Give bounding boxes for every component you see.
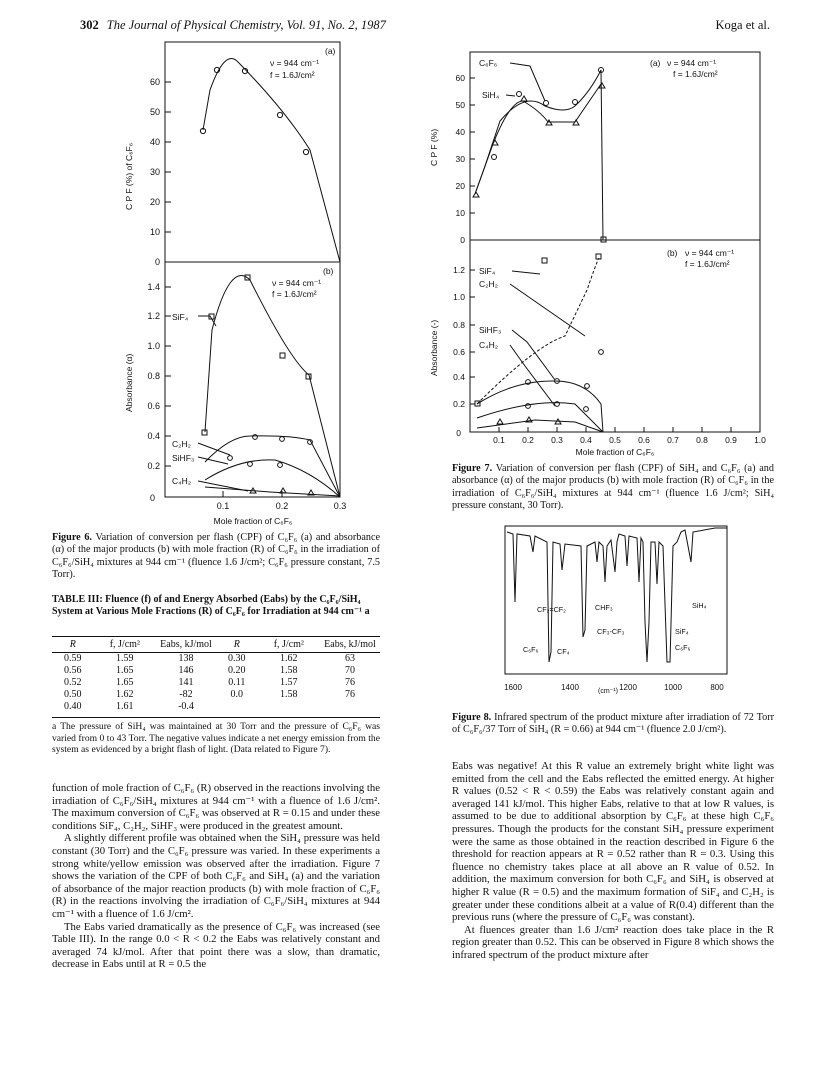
fig8-label-chf3: CHF₃ bbox=[595, 603, 613, 612]
table3-cell: 1.58 bbox=[280, 689, 298, 700]
fig7-b-ticks bbox=[470, 270, 731, 432]
fig7-b-fluence: f = 1.6J/cm² bbox=[685, 259, 730, 269]
fig6-b-ytick-1.4: 1.4 bbox=[147, 282, 160, 292]
fig8-xunit: (cm⁻¹) bbox=[597, 688, 619, 694]
figure7-caption-text: Variation of conversion per flash (CPF) of SiH₄ and C₆F₆ (a) and absorbance (α) of the major products (b) with mole fraction (R) of C₆F₆ in the irradiation of C₆F₆/SiH₄ mixtures at 944 cm⁻¹ (fluence 1.6 J/cm²; SiH₄ pressure constant, 30 Torr). bbox=[452, 463, 774, 512]
fig6-a-fluence: f = 1.6J/cm² bbox=[270, 70, 315, 80]
table3-cell bbox=[258, 701, 320, 713]
fig6-legend-sif4: SiF₄ bbox=[172, 312, 189, 322]
fig7-a-ytick-10: 10 bbox=[455, 208, 465, 218]
fig7-xtick: 0.8 bbox=[696, 435, 708, 445]
table3-cell: 0.59 bbox=[64, 653, 82, 664]
paragraph: The Eabs varied dramatically as the presence of C₆F₆ was increased (see Table III). In the range 0.0 < R < 0.2 the Eabs was relatively constant and averaged 74 kJ/mol. After that point there was a slow, than dramatic, decrease in Eabs until at R = 0.5 the bbox=[52, 920, 380, 971]
fig8-label-c6f6-right: C₆F₆ bbox=[675, 643, 691, 652]
fig7-xtick: 0.3 bbox=[551, 435, 563, 445]
fig7-b-label: (b) bbox=[667, 248, 678, 258]
fig7-b-nu: ν = 944 cm⁻¹ bbox=[685, 248, 735, 258]
table3-cell bbox=[216, 701, 258, 713]
table3-col-header: R bbox=[69, 639, 76, 650]
fig7-a-legend-arrows bbox=[506, 63, 545, 101]
table3-row bbox=[52, 677, 380, 689]
figure6-caption-label: Figure 6. bbox=[52, 532, 92, 543]
fig6-a-curve bbox=[203, 59, 340, 263]
table3-cell: 0.0 bbox=[230, 689, 244, 700]
fig8-label-cf2cf2: CF₂=CF₂ bbox=[537, 605, 566, 614]
fig6-legend-sihf3: SiHF₃ bbox=[172, 453, 195, 463]
fig6-legend-c2h2: C₂H₂ bbox=[172, 439, 191, 449]
table3-cell: 1.57 bbox=[280, 677, 298, 688]
fig8-spectrum-trace bbox=[507, 528, 727, 662]
fig7-b-ytick-0.2: 0.2 bbox=[453, 399, 465, 409]
fig7-b-c2h2-curve bbox=[477, 381, 603, 432]
table3-col-header: Eabs, kJ/mol bbox=[160, 639, 212, 650]
fig7-b-ylabel: Absorbance (-) bbox=[429, 319, 439, 376]
table3-col-header: f, J/cm² bbox=[109, 639, 140, 650]
table3-cell: -0.4 bbox=[178, 701, 194, 712]
fig8-xtick: 1000 bbox=[664, 683, 682, 692]
table3-cell: 1.58 bbox=[280, 665, 298, 676]
fig6-b-ytick-0: 0 bbox=[149, 493, 155, 503]
fig7-xtick: 0.6 bbox=[638, 435, 650, 445]
figure7-plot bbox=[415, 46, 775, 462]
table3-row bbox=[52, 701, 380, 713]
fig7-xlabel: Mole fraction of C₆F₆ bbox=[575, 447, 655, 457]
fig6-b-sif4-points bbox=[202, 275, 311, 435]
fig7-a-ytick-20: 20 bbox=[455, 181, 465, 191]
figure7-caption-label: Figure 7. bbox=[452, 463, 493, 474]
figure8-caption-text: Infrared spectrum of the product mixture after irradiation of 72 Torr of C₆F₆/37 Torr of SiH₄ (R = 0.66) at 944 cm⁻¹ (fluence 2.0 J/cm²). bbox=[452, 712, 774, 736]
fig7-legend-sihf3: SiHF₃ bbox=[479, 325, 502, 335]
fig6-xlabel: Mole fraction of C₆F₆ bbox=[213, 516, 293, 526]
journal-name: The Journal of Physical Chemistry, Vol. 91, No. 2, 1987 bbox=[106, 18, 386, 32]
fig7-a-ytick-0: 0 bbox=[460, 235, 465, 245]
table3-cell: 76 bbox=[345, 677, 355, 688]
table3-cell: 1.61 bbox=[116, 701, 134, 712]
fig6-a-ytick-50: 50 bbox=[149, 107, 160, 117]
table3-cell: 0.50 bbox=[64, 689, 82, 700]
fig7-legend-c4h2: C₄H₂ bbox=[479, 340, 499, 350]
table3-cell: 0.56 bbox=[64, 665, 82, 676]
fig6-b-ytick-0.8: 0.8 bbox=[147, 371, 160, 381]
table3-col-header: R bbox=[233, 639, 240, 650]
fig6-a-ytick-0: 0 bbox=[154, 257, 160, 267]
paragraph: A slightly different profile was obtained when the SiH₄ pressure was held constant (30 Torr) and the C₆F₆ pressure was varied. In these experiments a strong white/yellow emission was observed after the irradiation. Figure 7 shows the variation of the CPF of both C₆F₆ and SiH₄ (a) and the variation of absorbance of the major reaction products (b) with mole fraction of C₆F₆ (R) in the reactions involving the irradiation of C₆F₆/SiH₄ mixtures at 944 cm⁻¹ with a fluence of 1.6 J/cm². bbox=[52, 832, 380, 920]
fig8-xtick: 1400 bbox=[561, 683, 579, 692]
fig8-xtick: 800 bbox=[710, 683, 724, 692]
fig7-xtick: 1.0 bbox=[754, 435, 766, 445]
figure8-caption bbox=[452, 712, 774, 737]
table3-cell: 0.20 bbox=[228, 665, 246, 676]
page-number: 302 bbox=[80, 18, 99, 32]
fig7-b-ytick-0.4: 0.4 bbox=[453, 372, 465, 382]
fig7-b-ytick-1.0: 1.0 bbox=[453, 292, 465, 302]
fig6-a-ylabel: C P F (%) of C₆F₆ bbox=[124, 142, 134, 210]
paragraph: Eabs was negative! At this R value an extremely bright white light was emitted from the cell and the Eabs reflected the emitted energy. At higher R values (0.52 < R < 0.59) the Eabs was relatively constant again and averaged 141 kJ/mol. This higher Eabs, relative to that at low R values, is assumed to be due to additional absorption by C₆F₆ at these high C₆F₆ pressures. Though the products for the constant SiH₄ pressure experiment were the same as those obtained in the reaction described in Figure 6 the threshold for reaction appears at R = 0.52 rather than R = 0.3. Using this fluence no chemistry takes place at all above an R value of 0.52. In addition, the maximum conversion for both C₆F₆ and SiH₄ is observed at higher R value (R = 0.5) and the maximum formation of SiF₄ and C₂H₂ is greater under these conditions albeit at a value of R(0.4) different than the previous runs (where the pressure of C₆F₆ was constant). bbox=[452, 760, 774, 924]
table3-cell: 0.30 bbox=[228, 653, 246, 664]
figure8-caption-label: Figure 8. bbox=[452, 712, 492, 723]
fig6-b-ylabel: Absorbance (α) bbox=[124, 353, 134, 412]
fig6-a-ytick-60: 60 bbox=[149, 77, 160, 87]
fig6-legend-c4h2: C₄H₂ bbox=[172, 476, 192, 486]
table3-title: TABLE III: Fluence (f) of and Energy Absorbed (Eabs) by the C₆F₆/SiH₄ System at Various Mole Fractions (R) of C₆F₆ for Irradiation at 944 cm⁻¹ a bbox=[52, 594, 370, 617]
fig6-b-fluence: f = 1.6J/cm² bbox=[272, 289, 317, 299]
fig6-a-ytick-10: 10 bbox=[149, 227, 160, 237]
fig6-xtick-0.3: 0.3 bbox=[333, 501, 347, 511]
table3-cell: 141 bbox=[178, 677, 194, 688]
figure6-caption bbox=[52, 532, 380, 582]
table3-cell: 1.59 bbox=[116, 653, 134, 664]
fig7-a-ylabel: C P F (%) bbox=[429, 128, 439, 166]
fig7-b-ytick-0.8: 0.8 bbox=[453, 320, 465, 330]
table3 bbox=[52, 636, 380, 713]
figure8-spectrum bbox=[495, 522, 735, 694]
fig7-a-fluence: f = 1.6J/cm² bbox=[673, 69, 718, 79]
paragraph: At fluences greater than 1.6 J/cm² reaction does take place in the R region greater than 0.52. This can be observed in Figure 8 which shows the infrared spectrum of the product mixture after bbox=[452, 923, 774, 961]
fig8-xtick: 1200 bbox=[619, 683, 637, 692]
fig7-a-label: (a) bbox=[650, 58, 661, 68]
fig7-panel-a-frame bbox=[470, 52, 760, 240]
table3-cell: 1.65 bbox=[116, 665, 134, 676]
fig7-a-ytick-40: 40 bbox=[455, 127, 465, 137]
fig7-xtick: 0.7 bbox=[667, 435, 679, 445]
table3-footnote: a The pressure of SiH₄ was maintained at 30 Torr and the pressure of C₆F₆ was varied from 0 to 43 Torr. The negative values indicate a net energy emission from the system as evidenced by a bright flash of light. (Data related to Figure 7). bbox=[52, 721, 380, 756]
table3-header-row bbox=[52, 637, 380, 653]
table3-cell: 146 bbox=[178, 665, 194, 676]
fig6-b-ytick-0.2: 0.2 bbox=[147, 461, 160, 471]
fig6-b-ytick-1.2: 1.2 bbox=[147, 311, 160, 321]
fig7-xtick: 0.9 bbox=[725, 435, 737, 445]
fig6-b-ytick-1.0: 1.0 bbox=[147, 341, 160, 351]
fig7-b-c4h2-curve bbox=[477, 420, 603, 432]
fig7-b-ytick-0.6: 0.6 bbox=[453, 347, 465, 357]
fig6-a-ticks bbox=[165, 82, 171, 232]
paragraph: function of mole fraction of C₆F₆ (R) observed in the reactions involving the irradiation of C₆F₆/SiH₄ mixtures at 944 cm⁻¹ with a fluence of 1.6 J/cm². The maximum conversion of C₆F₆ was observed at R = 0.15 and under these conditions SiF₄, C₂H₂, SiHF₃ were produced in the greatest amount. bbox=[52, 782, 380, 832]
fig7-a-ytick-30: 30 bbox=[455, 154, 465, 164]
table3-cell: 0.11 bbox=[228, 677, 246, 688]
fig7-legend-sif4: SiF₄ bbox=[479, 266, 496, 276]
fig6-a-ytick-20: 20 bbox=[149, 197, 160, 207]
table3-cell: 138 bbox=[178, 653, 194, 664]
fig6-xtick-0.1: 0.1 bbox=[216, 501, 230, 511]
table3-col-header: f, J/cm² bbox=[273, 639, 304, 650]
left-column-text bbox=[52, 782, 380, 971]
fig7-b-ytick-0: 0 bbox=[456, 428, 461, 438]
fig7-b-legend-arrows bbox=[510, 271, 585, 406]
fig6-b-c2h2-curve bbox=[205, 436, 340, 497]
fig6-a-points bbox=[200, 67, 308, 154]
table3-row bbox=[52, 653, 380, 666]
fig6-b-label: (b) bbox=[323, 266, 334, 276]
table3-cell: 76 bbox=[345, 689, 355, 700]
authors: Koga et al. bbox=[715, 18, 770, 32]
fig6-a-ytick-30: 30 bbox=[149, 167, 160, 177]
fig7-b-ytick-1.2: 1.2 bbox=[453, 265, 465, 275]
fig6-a-nu: ν = 944 cm⁻¹ bbox=[270, 58, 320, 68]
fig6-b-other-points bbox=[228, 435, 314, 495]
table3-row bbox=[52, 689, 380, 701]
fig6-xtick-0.2: 0.2 bbox=[275, 501, 289, 511]
fig6-legend-arrows bbox=[198, 316, 248, 491]
fig6-b-c4h2-curve bbox=[205, 487, 340, 496]
fig8-label-cf4: CF₄ bbox=[557, 647, 570, 656]
fig6-a-label: (a) bbox=[325, 46, 336, 56]
fig7-legend-c6f6: C₆F₆ bbox=[479, 58, 498, 68]
fig7-a-ytick-60: 60 bbox=[455, 73, 465, 83]
fig8-xtick: 1600 bbox=[504, 683, 522, 692]
fig6-b-sihf3-curve bbox=[205, 460, 340, 497]
figure6-plot bbox=[110, 40, 400, 530]
table3-cell: 0.40 bbox=[64, 701, 82, 712]
table3-cell: 70 bbox=[345, 665, 355, 676]
fig7-xtick: 0.1 bbox=[493, 435, 505, 445]
fig8-label-cf3cf3: CF₃-CF₃ bbox=[597, 627, 625, 636]
right-column-text bbox=[452, 760, 774, 962]
fig6-b-ytick-0.6: 0.6 bbox=[147, 401, 160, 411]
fig8-label-c6f6-left: C₆F₆ bbox=[523, 645, 539, 654]
fig7-a-ytick-50: 50 bbox=[455, 100, 465, 110]
fig6-b-nu: ν = 944 cm⁻¹ bbox=[272, 278, 322, 288]
fig8-label-sih4: SiH₄ bbox=[692, 601, 707, 610]
table3-bottom-rule bbox=[52, 717, 380, 718]
fig7-a-ticks bbox=[470, 78, 475, 213]
table3-col-header: Eabs, kJ/mol bbox=[324, 639, 376, 650]
table3-cell: 1.65 bbox=[116, 677, 134, 688]
fig7-xtick: 0.5 bbox=[609, 435, 621, 445]
table3-row bbox=[52, 665, 380, 677]
running-header bbox=[80, 18, 386, 33]
figure6-caption-text: Variation of conversion per flash (CPF) of C₆F₆ (a) and absorbance (α) of the major products (b) with mole fraction (R) of C₆F₆ in the irradiation of C₆F₆/SiH₄ mixtures at 944 cm⁻¹ (fluence 1.6 J/cm²; C₆F₆ pressure constant, 7.5 Torr). bbox=[52, 532, 380, 581]
fig7-a-nu: ν = 944 cm⁻¹ bbox=[667, 58, 717, 68]
figure7-caption bbox=[452, 463, 774, 513]
table3-cell bbox=[320, 701, 380, 713]
table3-cell: -82 bbox=[179, 689, 193, 700]
table3-cell: 1.62 bbox=[116, 689, 134, 700]
table3-cell: 63 bbox=[345, 653, 355, 664]
table3-cell: 0.52 bbox=[64, 677, 82, 688]
fig6-b-ytick-0.4: 0.4 bbox=[147, 431, 160, 441]
fig8-label-sif4: SiF₄ bbox=[675, 627, 689, 636]
table3-cell: 1.62 bbox=[280, 653, 298, 664]
fig7-xtick: 0.4 bbox=[580, 435, 592, 445]
fig7-legend-c2h2: C₂H₂ bbox=[479, 279, 498, 289]
fig7-legend-sih4: SiH₄ bbox=[482, 90, 500, 100]
fig7-xtick: 0.2 bbox=[522, 435, 534, 445]
fig6-a-ytick-40: 40 bbox=[149, 137, 160, 147]
